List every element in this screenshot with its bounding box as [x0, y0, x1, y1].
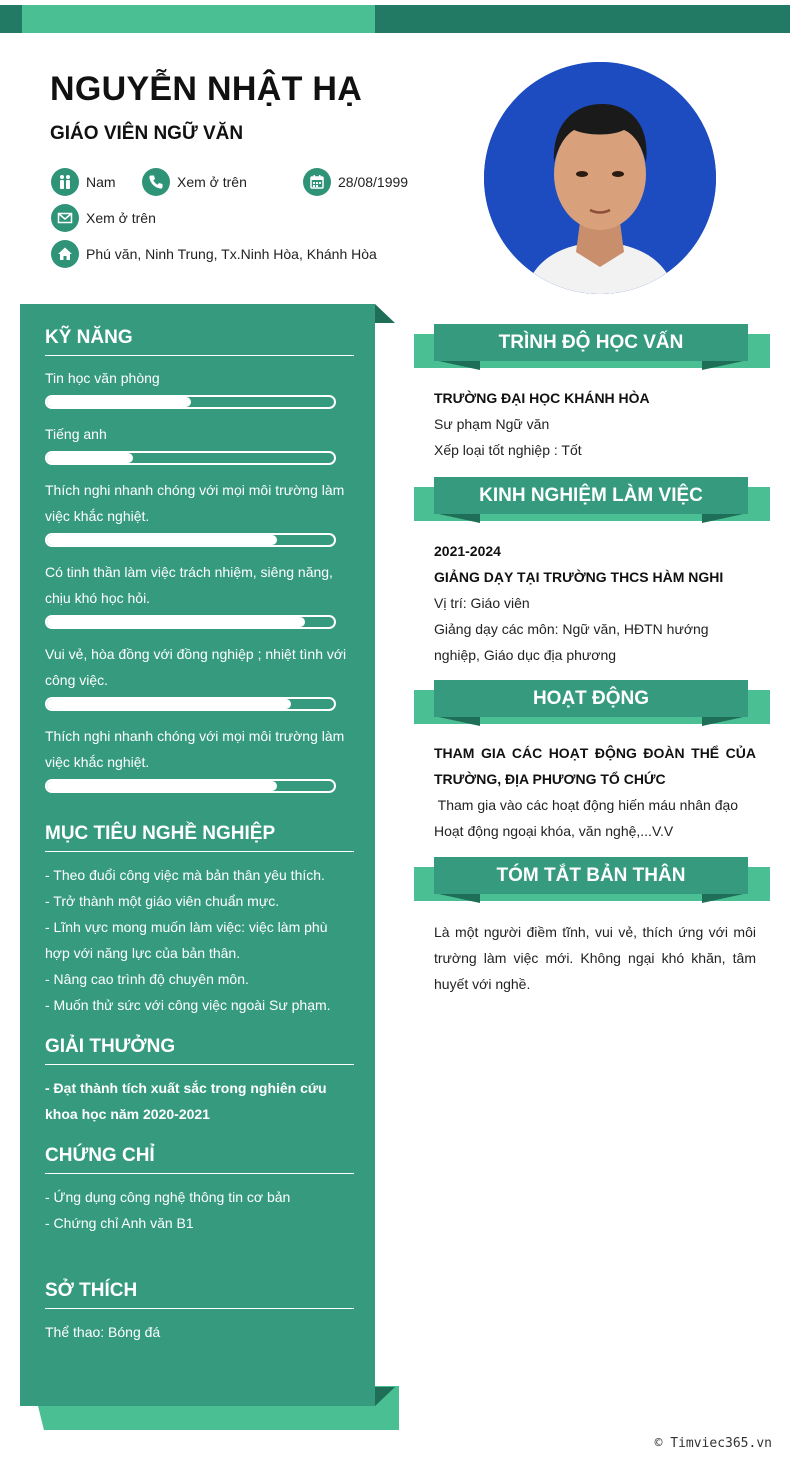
skill-label: Vui vẻ, hòa đồng với đồng nghiệp ; nhiệt tình với công việc. — [45, 646, 347, 688]
certificates-title: CHỨNG CHỈ — [45, 1145, 354, 1174]
home-icon — [51, 240, 79, 268]
email-text: Xem ở trên — [86, 210, 156, 226]
address-info — [51, 240, 377, 268]
gender-icon — [51, 168, 79, 196]
phone-info — [142, 168, 247, 196]
candidate-name: NGUYỄN NHẬT HẠ — [50, 70, 363, 108]
sidebar-panel — [20, 304, 375, 1406]
experience-title: KINH NGHIỆM LÀM VIỆC — [434, 477, 748, 514]
education-major: Sư phạm Ngữ văn — [434, 416, 550, 432]
skill-label: Có tinh thần làm việc trách nhiệm, siêng năng, chịu khó học hỏi. — [45, 564, 333, 606]
hobbies-text: Thể thao: Bóng đá — [45, 1324, 161, 1340]
skills-title: KỸ NĂNG — [45, 327, 354, 356]
objective-line: - Trở thành một giáo viên chuẩn mực. — [45, 893, 280, 909]
objective-line: - Lĩnh vực mong muốn làm việc: việc làm phù hợp với năng lực của bản thân. — [45, 919, 328, 961]
objective-list — [45, 862, 355, 1018]
footer-credit: © Timviec365.vn — [654, 1436, 772, 1451]
job-title: GIÁO VIÊN NGỮ VĂN — [50, 123, 244, 144]
activities-heading: THAM GIA CÁC HOẠT ĐỘNG ĐOÀN THỂ CỦA TRƯỜNG, ĐỊA PHƯƠNG TỔ CHỨC — [434, 745, 756, 787]
certificates-list — [45, 1184, 355, 1236]
birthday-text: 28/08/1999 — [338, 174, 409, 190]
skill-label: Tiếng anh — [45, 426, 107, 442]
skill-bar — [45, 615, 336, 629]
activities-line: Hoạt động ngoại khóa, văn nghệ,...V.V — [434, 823, 674, 839]
certificate-line: - Ứng dụng công nghệ thông tin cơ bản — [45, 1189, 291, 1205]
skill-bar — [45, 395, 336, 409]
email-info — [51, 204, 156, 232]
skill-bar — [45, 451, 336, 465]
skill-bar — [45, 697, 336, 711]
education-block — [434, 385, 756, 463]
calendar-icon — [303, 168, 331, 196]
gender-text: Nam — [86, 174, 116, 190]
summary-text: Là một người điềm tĩnh, vui vẻ, thích ứng với môi trường làm việc mới. Không ngại khó khăn, tâm huyết với nghề. — [434, 924, 756, 992]
skill-level — [47, 699, 291, 709]
phone-text: Xem ở trên — [177, 174, 247, 190]
experience-block — [434, 538, 756, 668]
experience-description: Giảng dạy các môn: Ngữ văn, HĐTN hướng nghiệp, Giáo dục địa phương — [434, 621, 709, 663]
phone-icon — [142, 168, 170, 196]
experience-position: Vị trí: Giáo viên — [434, 595, 530, 611]
skill-level — [47, 535, 277, 545]
education-ribbon — [414, 324, 770, 370]
experience-period: 2021-2024 — [434, 543, 501, 559]
sidebar-fold-top — [375, 304, 395, 323]
awards-title: GIẢI THƯỞNG — [45, 1036, 354, 1065]
objective-line: - Nâng cao trình độ chuyên môn. — [45, 971, 249, 987]
experience-workplace: GIẢNG DẠY TẠI TRƯỜNG THCS HÀM NGHI — [434, 569, 724, 585]
skill-level — [47, 453, 133, 463]
activities-block — [434, 740, 756, 844]
skill-label: Thích nghi nhanh chóng với mọi môi trường làm việc khắc nghiệt. — [45, 482, 345, 524]
objective-line: - Muốn thử sức với công việc ngoài Sư phạm. — [45, 997, 331, 1013]
summary-ribbon — [414, 857, 770, 903]
education-title: TRÌNH ĐỘ HỌC VẤN — [434, 324, 748, 361]
activities-ribbon — [414, 680, 770, 726]
education-school: TRƯỜNG ĐẠI HỌC KHÁNH HÒA — [434, 390, 650, 406]
objective-line: - Theo đuổi công việc mà bản thân yêu thích. — [45, 867, 325, 883]
education-grade: Xếp loại tốt nghiệp : Tốt — [434, 442, 582, 458]
profile-photo — [484, 62, 716, 294]
skill-label: Tin học văn phòng — [45, 370, 160, 386]
summary-title: TÓM TẮT BẢN THÂN — [434, 857, 748, 894]
skill-level — [47, 617, 305, 627]
activities-title: HOẠT ĐỘNG — [434, 680, 748, 717]
activities-line: Tham gia vào các hoạt động hiến máu nhân đạo — [434, 797, 739, 813]
skill-level — [47, 781, 277, 791]
objective-title: MỤC TIÊU NGHỀ NGHIỆP — [45, 823, 354, 852]
certificate-line: - Chứng chỉ Anh văn B1 — [45, 1215, 194, 1231]
gender-info — [51, 168, 116, 196]
experience-ribbon — [414, 477, 770, 523]
birthday-info — [303, 168, 408, 196]
address-text: Phú văn, Ninh Trung, Tx.Ninh Hòa, Khánh Hòa — [86, 246, 377, 262]
skill-bar — [45, 779, 336, 793]
skill-bar — [45, 533, 336, 547]
skill-label: Thích nghi nhanh chóng với mọi môi trường làm việc khắc nghiệt. — [45, 728, 345, 770]
awards-text: - Đạt thành tích xuất sắc trong nghiên cứu khoa học năm 2020-2021 — [45, 1080, 327, 1122]
top-bar-light — [22, 5, 375, 33]
skill-level — [47, 397, 191, 407]
email-icon — [51, 204, 79, 232]
hobbies-title: SỞ THÍCH — [45, 1280, 354, 1309]
